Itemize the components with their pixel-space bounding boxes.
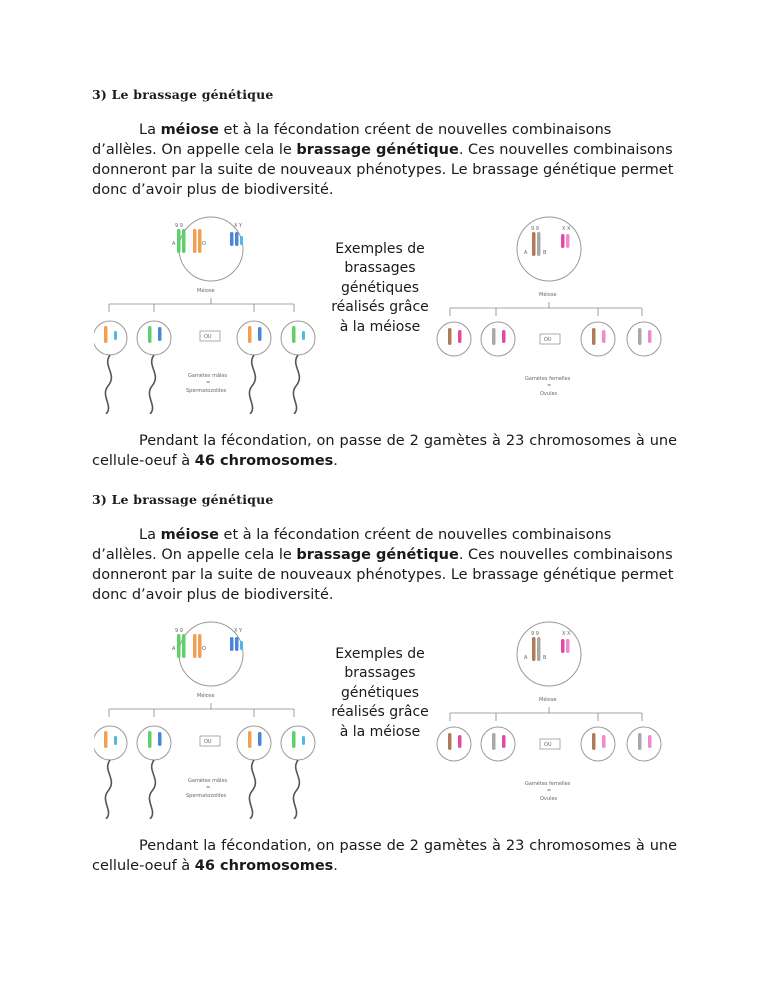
svg-text:A: A [172,646,176,652]
gamete-2 [481,322,515,356]
type-label: Ovules [540,391,558,397]
svg-text:X X: X X [562,631,571,637]
gamete-1 [437,727,471,761]
gamete-4 [627,727,661,761]
gamete-1 [94,321,127,414]
svg-text:A: A [172,241,176,247]
bold-term: brassage génétique [296,142,459,158]
svg-text:O: O [202,646,206,652]
section-2 [0,491,768,891]
bold-term: 46 chromosomes [194,453,334,469]
ou-label: OU [544,337,552,343]
gamete-1 [94,726,127,819]
ou-label: OU [544,742,552,748]
gametes-label: Gamètes mâles [188,778,228,784]
bold-term: méiose [160,527,219,543]
svg-text:=: = [206,785,211,791]
svg-text:O: O [202,241,206,247]
svg-text:X Y: X Y [234,223,243,229]
gamete-1 [437,322,471,356]
svg-text:X X: X X [562,226,571,232]
gamete-3 [237,321,271,414]
male-meiosis-figure [94,214,330,414]
figure-caption: Exemples de brassages génétiques réalisés grâce à la méiose [331,646,429,740]
svg-text:X Y: X Y [234,628,243,634]
svg-text:B: B [543,250,547,256]
gamete-4 [281,726,315,819]
gamete-3 [581,322,615,356]
type-label: Spermatozoïdes [186,388,227,394]
svg-text:A: A [524,250,528,256]
mother-cell [517,622,581,686]
gamete-4 [627,322,661,356]
female-meiosis-figure [432,214,670,414]
female-meiosis-figure [432,619,670,819]
type-label: Spermatozoïdes [186,793,227,799]
figure-caption: Exemples de brassages génétiques réalisés grâce à la méiose [331,241,429,335]
mother-cell [517,217,581,281]
meiose-label: Méiose [197,288,215,294]
gamete-3 [237,726,271,819]
gamete-2 [137,321,171,414]
svg-text:=: = [547,788,552,794]
svg-text:9 9: 9 9 [531,631,539,637]
gamete-3 [581,727,615,761]
bold-term: méiose [160,122,219,138]
gametes-label: Gamètes mâles [188,373,228,379]
male-meiosis-figure [94,619,330,819]
ou-label: OU [204,739,212,745]
bold-term: brassage génétique [296,547,459,563]
section-heading: 3) Le brassage génétique [92,492,274,507]
fertilisation-paragraph: Pendant la fécondation, on passe de 2 gamètes à 23 chromosomes à une cellule-oeuf à 46 chromosomes. [92,433,677,469]
meiose-label: Méiose [539,697,557,703]
svg-text:9 9: 9 9 [175,223,183,229]
bold-term: 46 chromosomes [194,858,334,874]
type-label: Ovules [540,796,558,802]
gametes-label: Gamètes femelles [525,781,571,787]
svg-text:B: B [543,655,547,661]
svg-text:9 9: 9 9 [175,628,183,634]
section-1 [0,86,768,486]
gametes-label: Gamètes femelles [525,376,571,382]
svg-text:=: = [206,380,211,386]
fertilisation-paragraph: Pendant la fécondation, on passe de 2 gamètes à 23 chromosomes à une cellule-oeuf à 46 chromosomes. [92,838,677,874]
section-heading: 3) Le brassage génétique [92,87,274,102]
svg-text:9 9: 9 9 [531,226,539,232]
meiose-label: Méiose [539,292,557,298]
gamete-2 [481,727,515,761]
svg-text:A: A [524,655,528,661]
intro-paragraph: La méiose et à la fécondation créent de nouvelles combinaisons d’allèles. On appelle cela le brassage génétique. Ces nouvelles combinaisons donneront par la suite de nouveaux phénotypes. Le brassage génétique permet donc d’avoir plus de biodiversité. [92,122,674,198]
gamete-2 [137,726,171,819]
gamete-4 [281,321,315,414]
meiose-label: Méiose [197,693,215,699]
intro-paragraph: La méiose et à la fécondation créent de nouvelles combinaisons d’allèles. On appelle cela le brassage génétique. Ces nouvelles combinaisons donneront par la suite de nouveaux phénotypes. Le brassage génétique permet donc d’avoir plus de biodiversité. [92,527,674,603]
svg-text:=: = [547,383,552,389]
ou-label: OU [204,334,212,340]
